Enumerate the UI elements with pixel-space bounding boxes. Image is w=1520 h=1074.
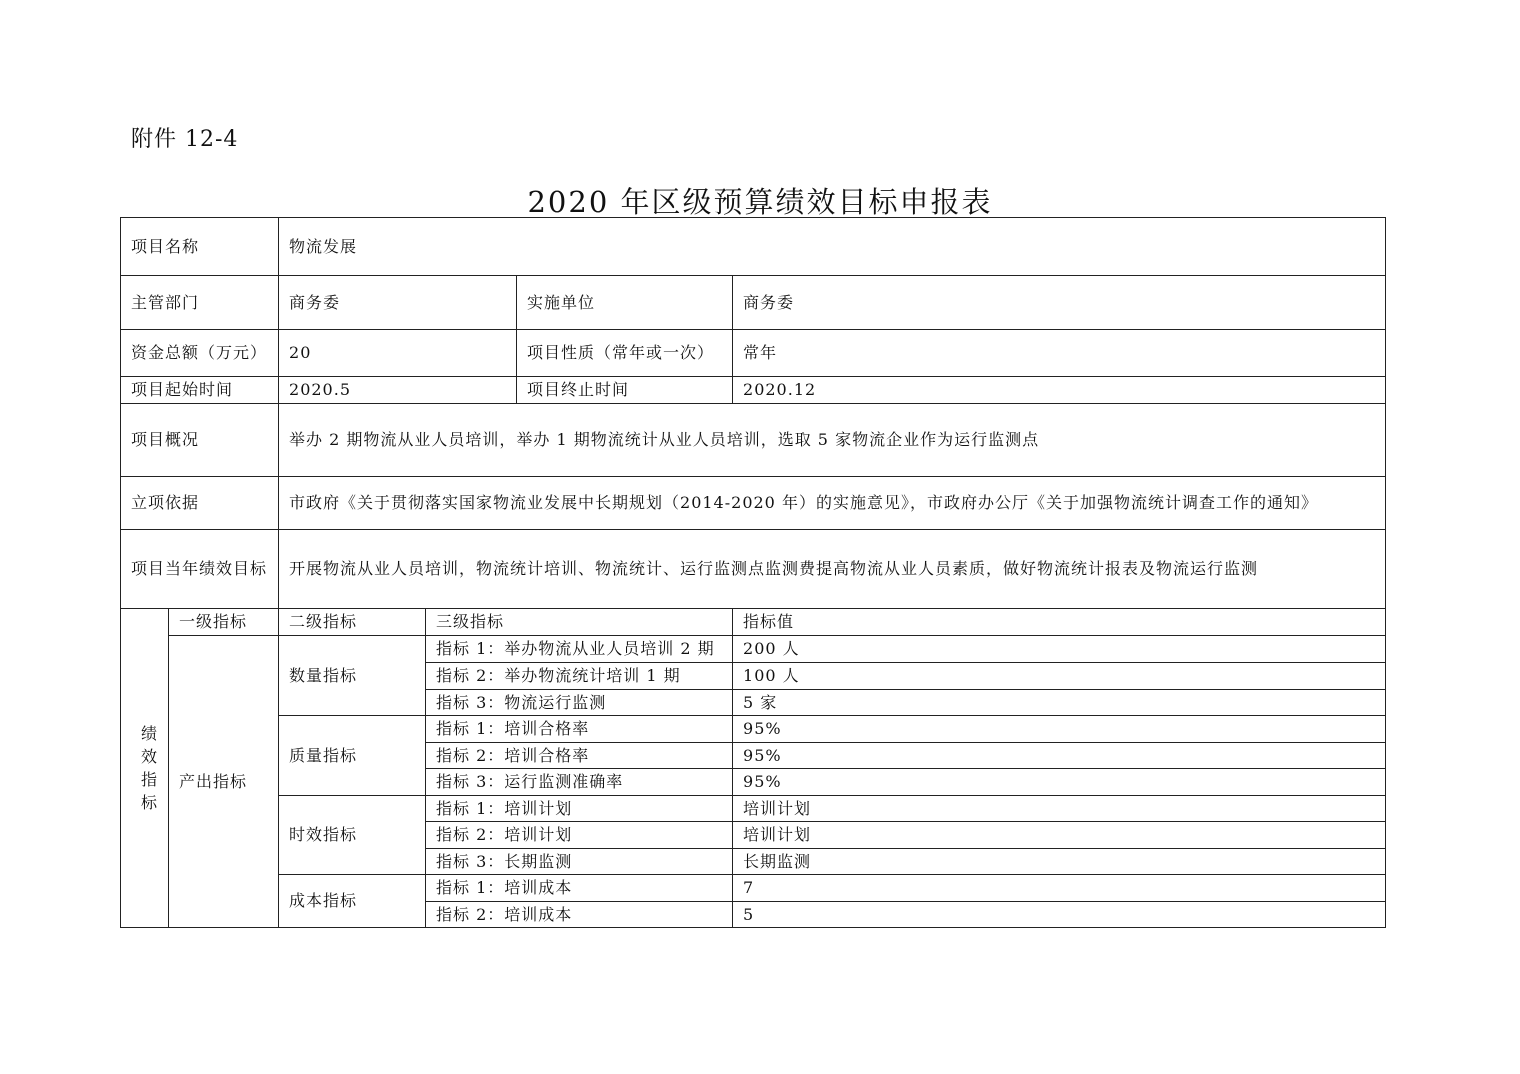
project-name-value: 物流发展 <box>279 218 1386 276</box>
indicator-name: 指标 2：培训计划 <box>426 822 733 849</box>
indicator-value: 培训计划 <box>733 822 1386 849</box>
indicator-name: 指标 1：培训合格率 <box>426 716 733 743</box>
indicator-header-row <box>121 609 1386 636</box>
impl-unit-label: 实施单位 <box>517 276 733 330</box>
indicator-row <box>121 636 1386 663</box>
project-name-label: 项目名称 <box>121 218 279 276</box>
basis-label: 立项依据 <box>121 477 279 530</box>
nature-value: 常年 <box>733 330 1386 377</box>
row-department <box>121 276 1386 330</box>
dept-value: 商务委 <box>279 276 517 330</box>
indicator-name: 指标 3：运行监测准确率 <box>426 769 733 796</box>
indicator-row <box>121 796 1386 822</box>
indicator-value: 100 人 <box>733 663 1386 690</box>
level2-cell: 数量指标 <box>279 636 426 716</box>
level2-cell: 时效指标 <box>279 796 426 875</box>
goal-label: 项目当年绩效目标 <box>121 530 279 609</box>
indicator-value: 95% <box>733 716 1386 743</box>
indicator-row <box>121 875 1386 902</box>
level3-header: 三级指标 <box>426 609 733 636</box>
start-value: 2020.5 <box>279 377 517 404</box>
overview-value: 举办 2 期物流从业人员培训，举办 1 期物流统计从业人员培训，选取 5 家物流企业作为运行监测点 <box>279 404 1386 477</box>
indicator-name: 指标 2：培训成本 <box>426 902 733 928</box>
row-project-name <box>121 218 1386 276</box>
indicator-name: 指标 1：举办物流从业人员培训 2 期 <box>426 636 733 663</box>
row-fund <box>121 330 1386 377</box>
indicator-value: 培训计划 <box>733 796 1386 822</box>
end-value: 2020.12 <box>733 377 1386 404</box>
impl-unit-value: 商务委 <box>733 276 1386 330</box>
indicator-name: 指标 3：物流运行监测 <box>426 690 733 716</box>
end-label: 项目终止时间 <box>517 377 733 404</box>
fund-value: 20 <box>279 330 517 377</box>
budget-performance-table <box>120 217 1386 928</box>
row-basis <box>121 477 1386 530</box>
value-header: 指标值 <box>733 609 1386 636</box>
attachment-label: 附件 12-4 <box>131 127 239 152</box>
indicator-value: 长期监测 <box>733 849 1386 875</box>
indicator-category-cell <box>121 609 169 928</box>
indicator-name: 指标 1：培训计划 <box>426 796 733 822</box>
indicator-name: 指标 1：培训成本 <box>426 875 733 902</box>
level1-header: 一级指标 <box>169 609 279 636</box>
indicator-name: 指标 2：举办物流统计培训 1 期 <box>426 663 733 690</box>
overview-label: 项目概况 <box>121 404 279 477</box>
level1-cell: 产出指标 <box>169 636 279 928</box>
indicator-value: 5 家 <box>733 690 1386 716</box>
indicator-value: 5 <box>733 902 1386 928</box>
level2-header: 二级指标 <box>279 609 426 636</box>
indicator-value: 200 人 <box>733 636 1386 663</box>
fund-label: 资金总额（万元） <box>121 330 279 377</box>
row-goal <box>121 530 1386 609</box>
nature-label: 项目性质（常年或一次） <box>517 330 733 377</box>
row-overview <box>121 404 1386 477</box>
level2-cell: 质量指标 <box>279 716 426 796</box>
goal-value: 开展物流从业人员培训，物流统计培训、物流统计、运行监测点监测费提高物流从业人员素质，做好物流统计报表及物流运行监测 <box>279 530 1386 609</box>
indicator-category-label: 绩效指标 <box>140 724 158 812</box>
indicator-value: 7 <box>733 875 1386 902</box>
indicator-row <box>121 716 1386 743</box>
indicator-value: 95% <box>733 743 1386 769</box>
indicator-value: 95% <box>733 769 1386 796</box>
start-label: 项目起始时间 <box>121 377 279 404</box>
indicator-name: 指标 2：培训合格率 <box>426 743 733 769</box>
dept-label: 主管部门 <box>121 276 279 330</box>
row-dates <box>121 377 1386 404</box>
basis-value: 市政府《关于贯彻落实国家物流业发展中长期规划（2014-2020 年）的实施意见》，市政府办公厅《关于加强物流统计调查工作的通知》 <box>279 477 1386 530</box>
indicator-name: 指标 3：长期监测 <box>426 849 733 875</box>
level2-cell: 成本指标 <box>279 875 426 928</box>
page-title: 2020 年区级预算绩效目标申报表 <box>527 185 993 219</box>
